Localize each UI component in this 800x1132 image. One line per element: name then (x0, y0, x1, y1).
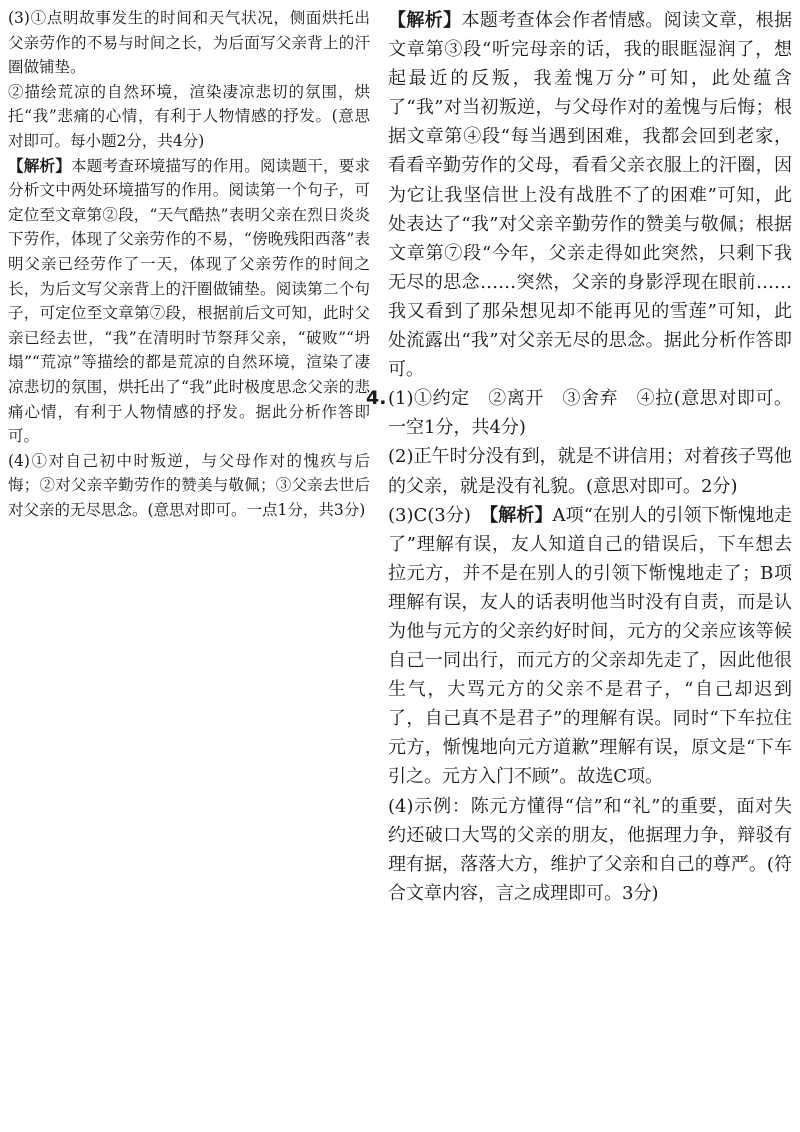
question-4 (366, 384, 792, 442)
analysis-3 (8, 154, 370, 449)
analysis-tag: 【解析】 (489, 504, 553, 526)
right-column (366, 6, 793, 908)
analysis-tag: 【解析】 (388, 10, 462, 31)
answer-4: (4)①对自己初中时叛逆，与父母作对的愧疚与后悔；②对父亲辛勤劳作的赞美与敬佩；③父亲去世后对父亲的无尽思念。(意思对即可。一点1分，共3分) (8, 451, 370, 519)
analysis-3-text: 本题考查环境描写的作用。阅读题干，要求分析文中两处环境描写的作用。阅读第一个句子，可定位至文章第②段，“天气酷热”表明父亲在烈日炎炎下劳作，体现了父亲劳作的不易，“傍晚残阳西落”表明父亲已经劳作了一天，体现了父亲劳作的时间之长，为后文写父亲背上的汗圈做铺垫。阅读第二个句子，可定位至文章第⑦段，根据前后文可知，此时父亲已经去世，“我”在清明时节祭拜父亲，“破败”“坍塌”“荒凉”等描绘的都是荒凉的自然环境，渲染了凄凉悲切的氛围，烘托出了“我”此时极度思念父亲的悲痛心情，有利于人物情感的抒发。据此分析作答即可。 (8, 156, 370, 446)
q4-part-1: (1)①约定 ②离开 ③舍弃 ④拉(意思对即可。一空1分，共4分) (388, 388, 792, 439)
left-column (8, 6, 370, 522)
analysis-4 (388, 6, 792, 384)
analysis-tag: 【解析】 (8, 155, 71, 175)
q4-part-3-head: (3)C(3分) (388, 504, 490, 526)
q4-part-4: (4)示例：陈元方懂得“信”和“礼”的重要，面对失约还破口大骂的父亲的朋友，他据理力争，辩驳有理有据，落落大方，维护了父亲和自己的尊严。(符合文章内容，言之成理即可。3分) (388, 795, 792, 904)
q4-part-3-text: A项“在别人的引领下惭愧地走了”理解有误，友人知道自己的错误后，下车想去拉元方，并不是在别人的引领下惭愧地走了；B项理解有误，友人的话表明他当时没有自责，而是认为他与元方的父亲约好时间，元方的父亲应该等候自己一同出行，而元方的父亲却先走了，因此他很生气，大骂元方的父亲不是君子，“自己却迟到了，自己真不是君子”的理解有误。同时“下车拉住元方，惭愧地向元方道歉”理解有误，原文是“下车引之。元方入门不顾”。故选C项。 (388, 504, 792, 788)
answer-3-point-2: ②描绘荒凉的自然环境，渲染凄凉悲切的氛围，烘托“我”悲痛的心情，有利于人物情感的抒发。(意思对即可。每小题2分，共4分) (8, 82, 370, 150)
question-number: 4. (366, 387, 387, 410)
answer-3-point-1: (3)①点明故事发生的时间和天气状况，侧面烘托出父亲劳作的不易与时间之长，为后面写父亲背上的汗圈做铺垫。 (8, 9, 370, 77)
q4-part-3 (388, 501, 792, 792)
analysis-4-text: 本题考查体会作者情感。阅读文章，根据文章第③段“听完母亲的话，我的眼眶湿润了，想起最近的反叛，我羞愧万分”可知，此处蕴含了“我”对当初叛逆，与父母作对的羞愧与后悔；根据文章第④段“每当遇到困难，我都会回到老家，看看辛勤劳作的父母，看看父亲衣服上的汗圈，因为它让我坚信世上没有战胜不了的困难”可知，此处表达了“我”对父亲辛勤劳作的赞美与敬佩；根据文章第⑦段“今年，父亲走得如此突然，只剩下我无尽的思念……突然，父亲的身影浮现在眼前……我又看到了那朵想见却不能再见的雪莲”可知，此处流露出“我”对父亲无尽的思念。据此分析作答即可。 (388, 10, 793, 381)
q4-part-2: (2)正午时分没有到，就是不讲信用；对着孩子骂他的父亲，就是没有礼貌。(意思对即可。2分) (388, 446, 792, 497)
